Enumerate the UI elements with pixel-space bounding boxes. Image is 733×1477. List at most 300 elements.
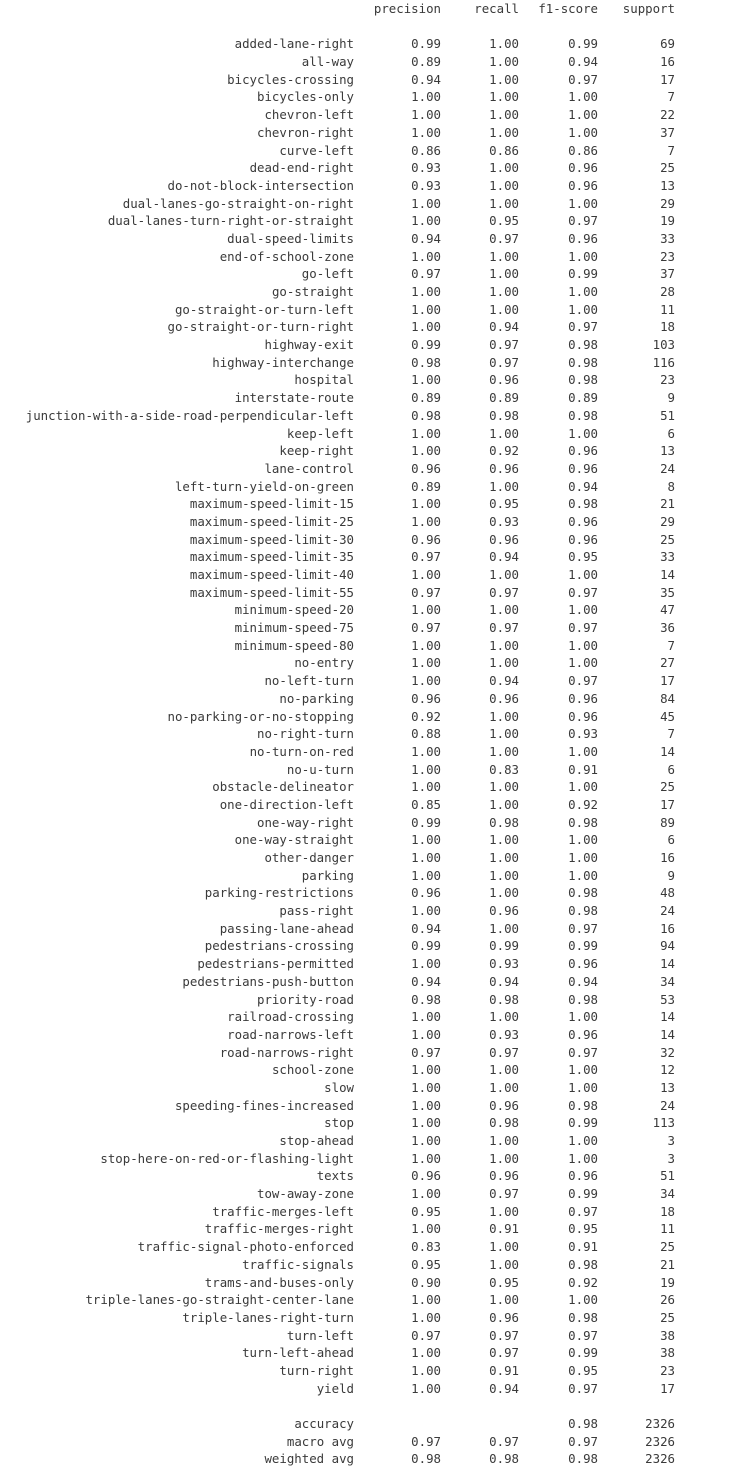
support-value: 16	[660, 54, 675, 70]
support-value: 9	[667, 867, 675, 883]
row-label: trams-and-buses-only	[204, 1274, 354, 1290]
table-row	[0, 407, 733, 425]
f1-score-value: 0.98	[568, 903, 598, 919]
f1-score-value: 0.94	[568, 54, 598, 70]
f1-score-value: 0.94	[568, 973, 598, 989]
f1-score-value: 0.97	[568, 1433, 598, 1449]
summary-row	[0, 1415, 733, 1433]
table-row	[0, 478, 733, 496]
precision-value: 1.00	[411, 602, 441, 618]
f1-score-value: 0.98	[568, 1416, 598, 1431]
precision-value: 1.00	[411, 213, 441, 229]
recall-value: 0.97	[489, 230, 519, 246]
row-label: traffic-signals	[242, 1256, 354, 1272]
f1-score-value: 0.97	[568, 1044, 598, 1060]
f1-score-value: 0.97	[568, 620, 598, 636]
table-row	[0, 796, 733, 814]
support-value: 8	[667, 478, 675, 494]
row-label: keep-right	[279, 443, 354, 459]
row-label: no-right-turn	[257, 726, 354, 742]
recall-value: 1.00	[489, 1150, 519, 1166]
support-value: 14	[660, 567, 675, 582]
recall-value: 0.94	[489, 319, 519, 335]
table-row	[0, 937, 733, 955]
recall-value: 0.94	[489, 973, 519, 989]
row-label: turn-left-ahead	[242, 1345, 354, 1361]
table-row	[0, 1380, 733, 1398]
support-value: 24	[660, 460, 675, 476]
table-row	[0, 778, 733, 796]
f1-score-value: 0.96	[568, 513, 598, 529]
table-row	[0, 1362, 733, 1380]
recall-value: 0.94	[489, 1380, 519, 1396]
support-value: 19	[660, 213, 675, 229]
support-value: 24	[660, 1097, 675, 1113]
row-label: minimum-speed-80	[234, 637, 354, 653]
recall-value: 0.96	[489, 690, 519, 706]
recall-value: 0.94	[489, 673, 519, 689]
table-row	[0, 1220, 733, 1238]
support-value: 21	[660, 1256, 675, 1272]
recall-value: 1.00	[489, 1256, 519, 1272]
precision-value: 0.94	[411, 973, 441, 989]
f1-score-value: 0.99	[568, 1115, 598, 1131]
table-row	[0, 1309, 733, 1327]
table-row	[0, 690, 733, 708]
recall-value: 0.98	[489, 407, 519, 423]
recall-value: 0.96	[489, 372, 519, 388]
support-value: 32	[660, 1044, 675, 1060]
table-row	[0, 1327, 733, 1345]
f1-score-value: 1.00	[568, 284, 598, 299]
table-row	[0, 743, 733, 761]
precision-value: 1.00	[411, 903, 441, 919]
precision-value: 1.00	[411, 1292, 441, 1308]
precision-value: 0.96	[411, 531, 441, 547]
recall-value: 0.96	[489, 1309, 519, 1325]
precision-value: 1.00	[411, 867, 441, 883]
row-label: highway-exit	[264, 337, 354, 353]
support-value: 23	[660, 248, 675, 264]
table-row	[0, 35, 733, 53]
row-label: school-zone	[271, 1062, 354, 1078]
table-row	[0, 601, 733, 619]
precision-value: 1.00	[411, 1309, 441, 1325]
table-row	[0, 495, 733, 513]
row-label: added-lane-right	[234, 36, 354, 52]
row-label: chevron-right	[257, 124, 354, 140]
table-row	[0, 53, 733, 71]
row-label: slow	[324, 1079, 354, 1095]
recall-value: 0.94	[489, 549, 519, 565]
precision-value: 1.00	[411, 1026, 441, 1042]
recall-value: 0.97	[489, 1345, 519, 1361]
f1-score-value: 0.97	[568, 584, 598, 600]
row-label: maximum-speed-limit-35	[189, 549, 354, 565]
support-value: 17	[660, 1380, 675, 1396]
precision-value: 0.99	[411, 337, 441, 353]
precision-value: 1.00	[411, 513, 441, 529]
precision-value: 0.89	[411, 390, 441, 406]
table-row	[0, 318, 733, 336]
support-value: 33	[660, 549, 675, 565]
row-label: end-of-school-zone	[219, 248, 354, 264]
recall-value: 1.00	[489, 124, 519, 140]
table-row	[0, 884, 733, 902]
row-label: maximum-speed-limit-25	[189, 513, 354, 529]
support-value: 36	[660, 620, 675, 636]
row-label: parking-restrictions	[204, 885, 354, 901]
recall-value: 1.00	[489, 602, 519, 618]
row-label: go-straight-or-turn-right	[167, 319, 354, 335]
table-row	[0, 548, 733, 566]
f1-score-value: 0.96	[568, 177, 598, 193]
row-label: yield	[316, 1380, 354, 1396]
row-label: maximum-speed-limit-40	[189, 567, 354, 582]
f1-score-value: 0.98	[568, 1256, 598, 1272]
table-row	[0, 566, 733, 584]
row-label: left-turn-yield-on-green	[174, 478, 354, 494]
f1-score-value: 0.98	[568, 1451, 598, 1467]
f1-score-value: 0.96	[568, 690, 598, 706]
row-label: maximum-speed-limit-55	[189, 584, 354, 600]
f1-score-value: 0.98	[568, 885, 598, 901]
row-label: pedestrians-permitted	[197, 956, 354, 972]
support-value: 47	[660, 602, 675, 618]
row-label: no-turn-on-red	[249, 743, 354, 759]
precision-value: 1.00	[411, 124, 441, 140]
support-value: 26	[660, 1292, 675, 1308]
table-row	[0, 71, 733, 89]
support-value: 7	[667, 637, 675, 653]
recall-value: 1.00	[489, 655, 519, 671]
table-row	[0, 1008, 733, 1026]
recall-value: 0.98	[489, 1115, 519, 1131]
precision-value: 1.00	[411, 1133, 441, 1148]
row-label: priority-road	[257, 991, 354, 1007]
support-value: 45	[660, 708, 675, 724]
row-label: one-way-straight	[234, 832, 354, 848]
support-value: 14	[660, 956, 675, 972]
f1-score-value: 1.00	[568, 1133, 598, 1148]
support-value: 2326	[645, 1433, 675, 1449]
row-label: chevron-left	[264, 107, 354, 123]
row-label: obstacle-delineator	[212, 779, 354, 795]
summary-row	[0, 1450, 733, 1468]
recall-value: 0.91	[489, 1362, 519, 1378]
f1-score-value: 1.00	[568, 1150, 598, 1166]
f1-score-value: 0.99	[568, 36, 598, 52]
recall-value: 1.00	[489, 36, 519, 52]
support-value: 3	[667, 1150, 675, 1166]
f1-score-value: 0.96	[568, 460, 598, 476]
table-row	[0, 106, 733, 124]
precision-value: 0.99	[411, 36, 441, 52]
recall-value: 1.00	[489, 160, 519, 176]
precision-value: 1.00	[411, 1362, 441, 1378]
f1-score-value: 0.98	[568, 496, 598, 512]
recall-value: 1.00	[489, 1133, 519, 1148]
support-value: 29	[660, 195, 675, 211]
f1-score-value: 1.00	[568, 637, 598, 653]
f1-score-value: 1.00	[568, 850, 598, 865]
row-label: interstate-route	[234, 390, 354, 406]
row-label: go-straight	[271, 284, 354, 299]
row-label: no-u-turn	[286, 761, 354, 777]
recall-value: 0.86	[489, 142, 519, 158]
precision-value: 0.96	[411, 1168, 441, 1184]
table-row	[0, 248, 733, 266]
recall-value: 1.00	[489, 177, 519, 193]
row-label: do-not-block-intersection	[167, 177, 354, 193]
recall-value: 0.91	[489, 1221, 519, 1237]
recall-value: 1.00	[489, 248, 519, 264]
recall-value: 1.00	[489, 1239, 519, 1255]
precision-value: 1.00	[411, 637, 441, 653]
row-label: minimum-speed-20	[234, 602, 354, 618]
f1-score-value: 1.00	[568, 195, 598, 211]
row-label: no-parking-or-no-stopping	[167, 708, 354, 724]
f1-score-value: 0.96	[568, 708, 598, 724]
recall-value: 1.00	[489, 284, 519, 299]
f1-score-value: 1.00	[568, 248, 598, 264]
precision-value: 0.96	[411, 460, 441, 476]
support-value: 17	[660, 796, 675, 812]
summary-rows	[0, 1415, 733, 1468]
row-label: curve-left	[279, 142, 354, 158]
precision-value: 1.00	[411, 284, 441, 299]
precision-value: 1.00	[411, 761, 441, 777]
precision-value: 0.99	[411, 938, 441, 954]
f1-score-value: 0.97	[568, 1327, 598, 1343]
precision-value: 0.97	[411, 1044, 441, 1060]
precision-value: 0.97	[411, 584, 441, 600]
precision-value: 1.00	[411, 1221, 441, 1237]
precision-value: 0.89	[411, 478, 441, 494]
precision-value: 1.00	[411, 425, 441, 441]
recall-value: 0.96	[489, 531, 519, 547]
precision-value: 0.86	[411, 142, 441, 158]
recall-value: 1.00	[489, 920, 519, 936]
row-label: junction-with-a-side-road-perpendicular-left	[25, 407, 354, 423]
row-label: hospital	[294, 372, 354, 388]
f1-score-value: 0.98	[568, 991, 598, 1007]
precision-value: 1.00	[411, 1097, 441, 1113]
recall-value: 1.00	[489, 1062, 519, 1078]
row-label: maximum-speed-limit-15	[189, 496, 354, 512]
f1-score-value: 0.89	[568, 390, 598, 406]
f1-score-value: 1.00	[568, 425, 598, 441]
table-row	[0, 725, 733, 743]
precision-value: 0.97	[411, 620, 441, 636]
table-row	[0, 831, 733, 849]
support-value: 7	[667, 726, 675, 742]
precision-value: 1.00	[411, 673, 441, 689]
recall-value: 0.97	[489, 1327, 519, 1343]
f1-score-value: 0.91	[568, 1239, 598, 1255]
f1-score-value: 0.96	[568, 956, 598, 972]
support-value: 25	[660, 1239, 675, 1255]
report-header-row	[0, 0, 733, 18]
precision-value: 1.00	[411, 1380, 441, 1396]
support-value: 16	[660, 920, 675, 936]
support-value: 84	[660, 690, 675, 706]
precision-value: 0.98	[411, 1451, 441, 1467]
f1-score-value: 1.00	[568, 1079, 598, 1095]
row-label: pedestrians-crossing	[204, 938, 354, 954]
support-value: 6	[667, 425, 675, 441]
table-row	[0, 1185, 733, 1203]
table-row	[0, 1132, 733, 1150]
support-value: 23	[660, 1362, 675, 1378]
table-row	[0, 460, 733, 478]
f1-score-value: 0.97	[568, 1203, 598, 1219]
row-label: passing-lane-ahead	[219, 920, 354, 936]
recall-value: 1.00	[489, 1009, 519, 1025]
recall-value: 1.00	[489, 779, 519, 795]
support-value: 17	[660, 71, 675, 87]
row-label: highway-interchange	[212, 354, 354, 370]
recall-value: 0.98	[489, 814, 519, 830]
support-value: 14	[660, 1009, 675, 1025]
support-value: 37	[660, 266, 675, 282]
precision-value: 1.00	[411, 743, 441, 759]
f1-score-value: 0.98	[568, 1097, 598, 1113]
recall-value: 1.00	[489, 71, 519, 87]
f1-score-value: 0.98	[568, 814, 598, 830]
row-label: one-direction-left	[219, 796, 354, 812]
recall-value: 0.97	[489, 1433, 519, 1449]
f1-score-value: 0.98	[568, 372, 598, 388]
f1-score-value: 1.00	[568, 1292, 598, 1308]
support-value: 25	[660, 779, 675, 795]
recall-value: 0.83	[489, 761, 519, 777]
recall-value: 0.97	[489, 1186, 519, 1202]
row-label: pass-right	[279, 903, 354, 919]
table-row	[0, 212, 733, 230]
summary-row	[0, 1433, 733, 1451]
table-row	[0, 672, 733, 690]
recall-value: 1.00	[489, 567, 519, 582]
row-label: no-entry	[294, 655, 354, 671]
support-value: 37	[660, 124, 675, 140]
row-label: texts	[316, 1168, 354, 1184]
recall-value: 0.97	[489, 337, 519, 353]
row-label: minimum-speed-75	[234, 620, 354, 636]
header-precision: precision	[373, 1, 441, 16]
support-value: 6	[667, 761, 675, 777]
table-row	[0, 425, 733, 443]
precision-value: 0.97	[411, 266, 441, 282]
precision-value: 1.00	[411, 1115, 441, 1131]
support-value: 17	[660, 673, 675, 689]
header-f1-score: f1-score	[538, 1, 598, 16]
precision-value: 0.97	[411, 549, 441, 565]
precision-value: 0.98	[411, 991, 441, 1007]
table-row	[0, 371, 733, 389]
support-value: 69	[660, 36, 675, 52]
support-value: 25	[660, 1309, 675, 1325]
support-value: 12	[660, 1062, 675, 1078]
f1-score-value: 1.00	[568, 779, 598, 795]
support-value: 25	[660, 531, 675, 547]
recall-value: 1.00	[489, 1079, 519, 1095]
row-label: go-left	[301, 266, 354, 282]
recall-value: 0.95	[489, 496, 519, 512]
table-row	[0, 177, 733, 195]
recall-value: 1.00	[489, 54, 519, 70]
recall-value: 1.00	[489, 1203, 519, 1219]
support-value: 38	[660, 1327, 675, 1343]
support-value: 22	[660, 107, 675, 123]
f1-score-value: 1.00	[568, 602, 598, 618]
table-row	[0, 354, 733, 372]
table-row	[0, 230, 733, 248]
row-label: traffic-merges-left	[212, 1203, 354, 1219]
precision-value: 1.00	[411, 850, 441, 865]
f1-score-value: 0.93	[568, 726, 598, 742]
precision-value: 0.95	[411, 1256, 441, 1272]
support-value: 35	[660, 584, 675, 600]
f1-score-value: 0.98	[568, 337, 598, 353]
precision-value: 0.90	[411, 1274, 441, 1290]
table-row	[0, 124, 733, 142]
precision-value: 1.00	[411, 301, 441, 317]
row-label: weighted avg	[264, 1451, 354, 1467]
row-label: railroad-crossing	[227, 1009, 354, 1025]
recall-value: 0.97	[489, 584, 519, 600]
precision-value: 0.94	[411, 230, 441, 246]
f1-score-value: 0.96	[568, 230, 598, 246]
f1-score-value: 0.96	[568, 443, 598, 459]
f1-score-value: 0.98	[568, 1309, 598, 1325]
row-label: macro avg	[286, 1433, 354, 1449]
row-label: other-danger	[264, 850, 354, 865]
recall-value: 1.00	[489, 266, 519, 282]
table-row	[0, 265, 733, 283]
recall-value: 0.98	[489, 1451, 519, 1467]
recall-value: 1.00	[489, 726, 519, 742]
f1-score-value: 0.99	[568, 938, 598, 954]
row-label: road-narrows-left	[227, 1026, 354, 1042]
support-value: 29	[660, 513, 675, 529]
recall-value: 1.00	[489, 832, 519, 848]
table-row	[0, 1203, 733, 1221]
precision-value: 1.00	[411, 1150, 441, 1166]
f1-score-value: 0.94	[568, 478, 598, 494]
f1-score-value: 1.00	[568, 1009, 598, 1025]
f1-score-value: 1.00	[568, 1062, 598, 1078]
support-value: 34	[660, 1186, 675, 1202]
recall-value: 1.00	[489, 89, 519, 105]
support-value: 11	[660, 301, 675, 317]
precision-value: 0.94	[411, 71, 441, 87]
recall-value: 0.89	[489, 390, 519, 406]
row-label: dual-lanes-turn-right-or-straight	[107, 213, 354, 229]
row-label: accuracy	[294, 1416, 354, 1431]
table-row	[0, 142, 733, 160]
precision-value: 1.00	[411, 655, 441, 671]
table-row	[0, 389, 733, 407]
support-value: 34	[660, 973, 675, 989]
table-row	[0, 513, 733, 531]
header-support: support	[622, 1, 675, 16]
row-label: turn-left	[286, 1327, 354, 1343]
f1-score-value: 0.95	[568, 1362, 598, 1378]
f1-score-value: 1.00	[568, 124, 598, 140]
table-row	[0, 955, 733, 973]
support-value: 21	[660, 496, 675, 512]
